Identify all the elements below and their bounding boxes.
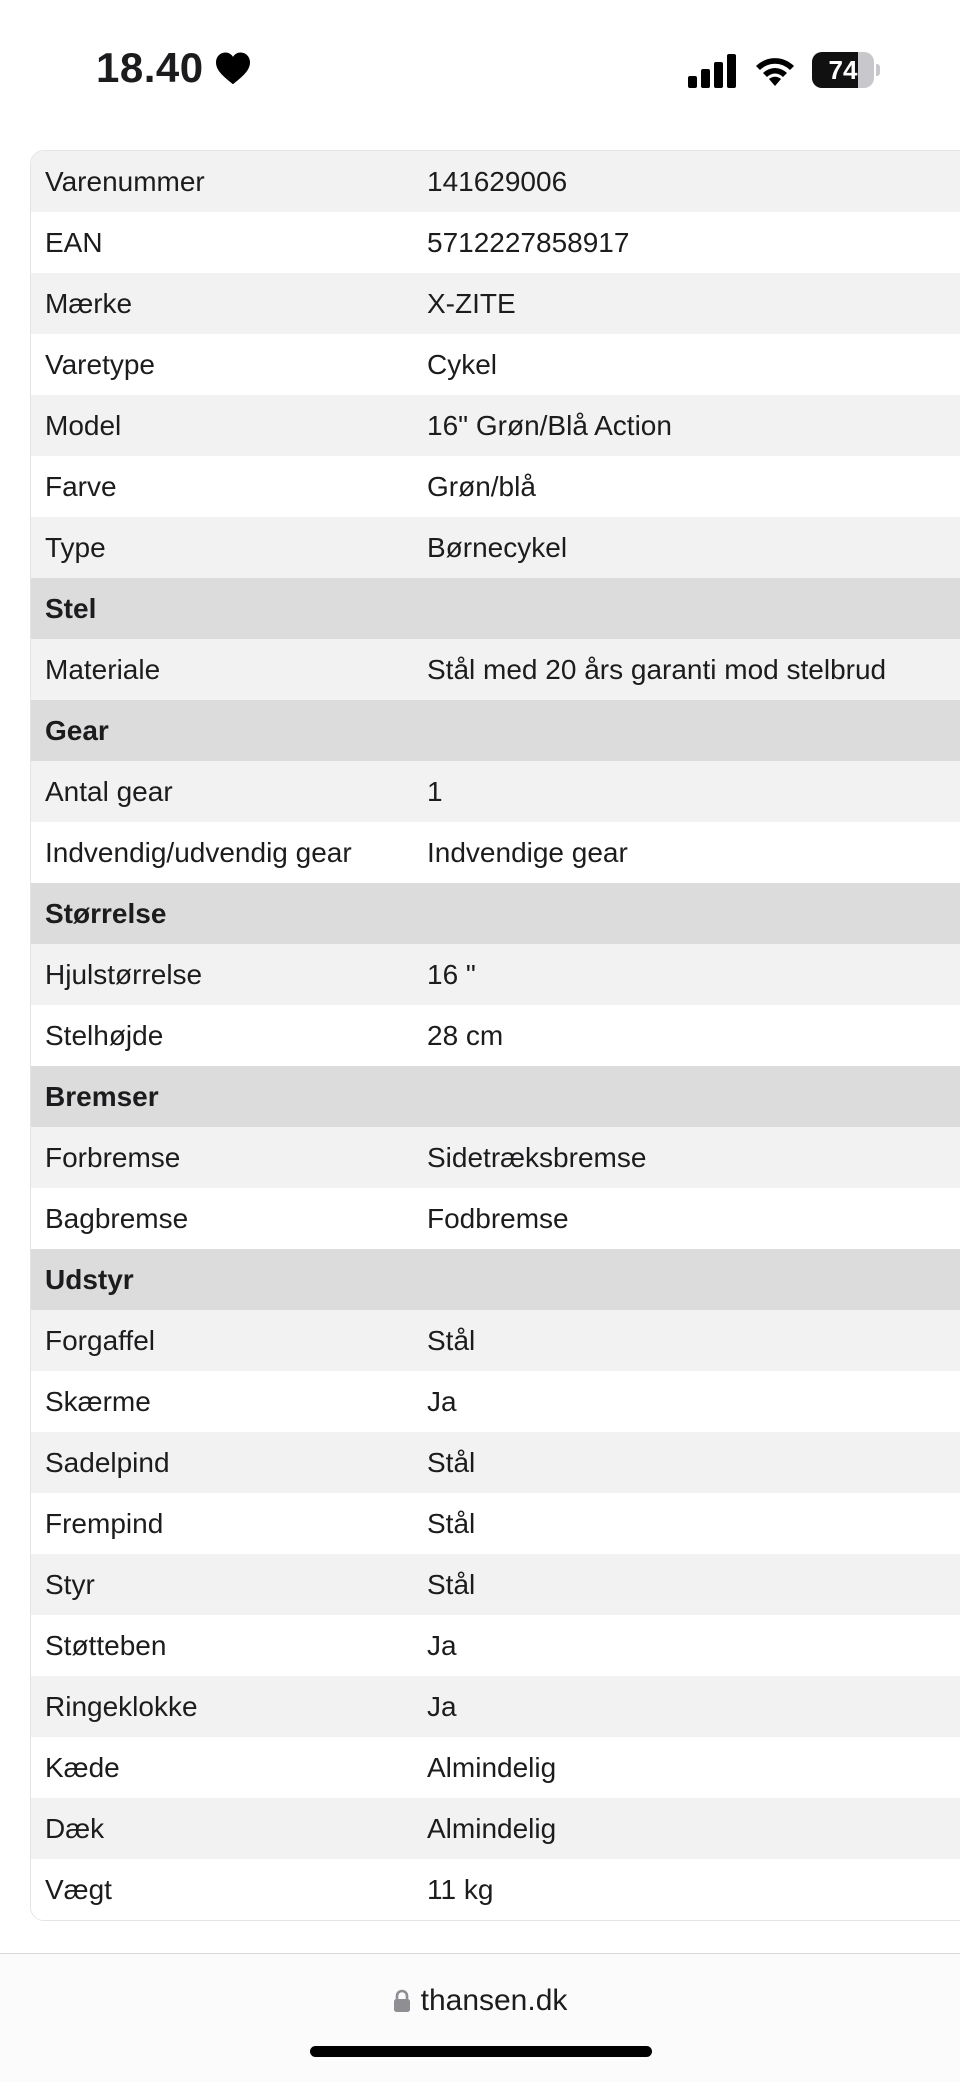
spec-label: Skærme <box>45 1385 151 1417</box>
table-row <box>31 1310 960 1371</box>
address-bar[interactable] <box>0 1984 960 2018</box>
spec-value: 1 <box>427 775 443 807</box>
spec-value: 11 kg <box>427 1873 494 1905</box>
table-row <box>31 151 960 212</box>
table-row <box>31 1676 960 1737</box>
table-row <box>31 761 960 822</box>
table-row <box>31 822 960 883</box>
table-row <box>31 212 960 273</box>
spec-label: Støtteben <box>45 1629 167 1661</box>
spec-label: EAN <box>45 226 103 258</box>
table-row <box>31 1798 960 1859</box>
spec-label: Styr <box>45 1568 95 1600</box>
section-title: Størrelse <box>45 897 167 929</box>
wifi-icon <box>752 52 798 88</box>
spec-label: Dæk <box>45 1812 105 1844</box>
spec-label: Forbremse <box>45 1141 181 1173</box>
table-row <box>31 1615 960 1676</box>
spec-value: Ja <box>427 1629 457 1661</box>
spec-value: Almindelig <box>427 1751 557 1783</box>
spec-value: Fodbremse <box>427 1202 569 1234</box>
spec-value: Ja <box>427 1385 457 1417</box>
spec-label: Varetype <box>45 348 155 380</box>
spec-value: Børnecykel <box>427 531 568 563</box>
table-row <box>31 1188 960 1249</box>
section-title: Stel <box>45 592 97 624</box>
spec-value: 141629006 <box>427 165 568 197</box>
spec-label: Bagbremse <box>45 1202 189 1234</box>
spec-value: X-ZITE <box>427 287 516 319</box>
spec-value: Almindelig <box>427 1812 557 1844</box>
spec-label: Type <box>45 531 106 563</box>
table-row <box>31 1127 960 1188</box>
table-row <box>31 1005 960 1066</box>
spec-value: Ja <box>427 1690 457 1722</box>
spec-value: Indvendige gear <box>427 836 628 868</box>
url-text: thansen.dk <box>420 1984 568 2017</box>
table-row <box>31 1371 960 1432</box>
home-indicator[interactable] <box>310 2046 652 2057</box>
section-header <box>31 578 960 639</box>
table-row <box>31 273 960 334</box>
section-header <box>31 700 960 761</box>
table-row <box>31 1859 960 1920</box>
section-title: Bremser <box>45 1080 159 1112</box>
table-row <box>31 456 960 517</box>
section-header <box>31 883 960 944</box>
spec-value: Stål <box>427 1446 476 1478</box>
battery-icon <box>812 52 878 88</box>
status-bar <box>0 0 960 140</box>
clock-time: 18.40 <box>96 44 204 91</box>
spec-label: Frempind <box>45 1507 164 1539</box>
spec-value: Sidetræksbremse <box>427 1141 647 1173</box>
table-row <box>31 1554 960 1615</box>
table-row <box>31 944 960 1005</box>
spec-value: 16" Grøn/Blå Action <box>427 409 672 441</box>
lock-icon <box>393 1989 411 2013</box>
spec-label: Ringeklokke <box>45 1690 198 1722</box>
table-row <box>31 1493 960 1554</box>
table-row <box>31 517 960 578</box>
table-row <box>31 395 960 456</box>
spec-label: Sadelpind <box>45 1446 170 1478</box>
spec-label: Kæde <box>45 1751 120 1783</box>
spec-value: Grøn/blå <box>427 470 536 502</box>
section-header <box>31 1249 960 1310</box>
spec-value: Stål <box>427 1324 476 1356</box>
table-row <box>31 1432 960 1493</box>
spec-label: Antal gear <box>45 775 173 807</box>
spec-value: 5712227858917 <box>427 226 630 258</box>
spec-label: Forgaffel <box>45 1324 155 1356</box>
spec-label: Vægt <box>45 1873 112 1905</box>
spec-value: Cykel <box>427 348 498 380</box>
spec-label: Materiale <box>45 653 161 685</box>
spec-label: Stelhøjde <box>45 1019 164 1051</box>
cellular-signal-icon <box>688 54 738 88</box>
table-row <box>31 639 960 700</box>
spec-value: Stål <box>427 1507 476 1539</box>
spec-label: Model <box>45 409 122 441</box>
clock <box>96 44 252 92</box>
section-title: Gear <box>45 714 109 746</box>
spec-value: Stål med 20 års garanti mod stelbrud <box>427 653 887 685</box>
spec-value: Stål <box>427 1568 476 1600</box>
spec-label: Farve <box>45 470 117 502</box>
spec-label: Hjulstørrelse <box>45 958 203 990</box>
table-row <box>31 334 960 395</box>
table-row <box>31 1737 960 1798</box>
spec-value: 16 " <box>427 958 476 990</box>
section-title: Udstyr <box>45 1263 134 1295</box>
spec-label: Indvendig/udvendig gear <box>45 836 352 868</box>
spec-label: Varenummer <box>45 165 205 197</box>
heart-icon <box>214 51 252 85</box>
specification-table <box>30 150 960 1921</box>
battery-percentage: 74 <box>828 55 858 85</box>
browser-bottom-bar <box>0 1953 960 2082</box>
spec-value: 28 cm <box>427 1019 504 1051</box>
section-header <box>31 1066 960 1127</box>
spec-label: Mærke <box>45 287 133 319</box>
